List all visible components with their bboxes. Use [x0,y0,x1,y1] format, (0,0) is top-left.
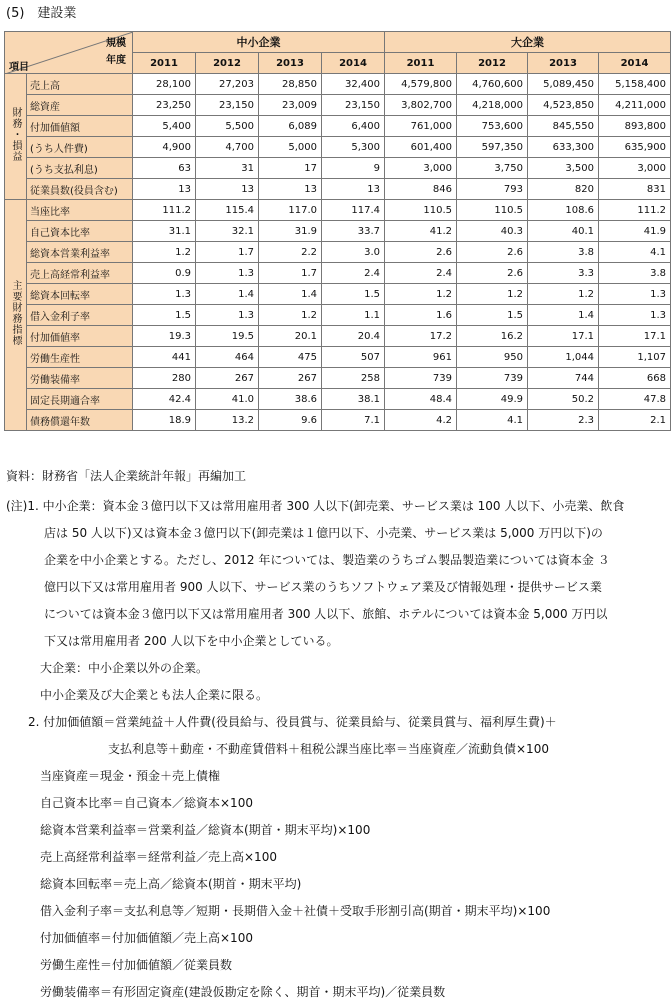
row-label: 売上高経常利益率 [27,263,133,284]
table-cell: 4,760,600 [457,74,528,95]
table-cell: 1.7 [259,263,322,284]
row-label: 労働装備率 [27,368,133,389]
table-cell: 893,800 [599,116,671,137]
table-cell: 40.1 [528,221,599,242]
table-row [5,263,671,284]
table-cell: 1.6 [385,305,457,326]
table-cell: 3,802,700 [385,95,457,116]
table-cell: 5,089,450 [528,74,599,95]
table-cell: 507 [322,347,385,368]
table-cell: 13 [322,179,385,200]
table-cell: 5,500 [196,116,259,137]
group-header-sme: 中小企業 [133,32,385,53]
table-cell: 1.2 [528,284,599,305]
table-cell: 2.6 [385,242,457,263]
table-cell: 115.4 [196,200,259,221]
table-cell: 108.6 [528,200,599,221]
table-cell: 41.2 [385,221,457,242]
note-line: 借入金利子率＝支払利息等／短期・長期借入金＋社債＋受取手形割引高(期首・期末平均)×100 [40,904,551,918]
table-cell: 1,107 [599,347,671,368]
table-cell: 441 [133,347,196,368]
table-cell: 33.7 [322,221,385,242]
table-cell: 6,400 [322,116,385,137]
table-cell: 635,900 [599,137,671,158]
table-cell: 23,150 [322,95,385,116]
table-cell: 1.5 [133,305,196,326]
table-cell: 2.2 [259,242,322,263]
table-cell: 1,044 [528,347,599,368]
table-cell: 5,000 [259,137,322,158]
table-row [5,74,671,95]
table-cell: 267 [259,368,322,389]
table-row [5,368,671,389]
table-cell: 597,350 [457,137,528,158]
row-label: 付加価値率 [27,326,133,347]
table-corner [5,32,133,74]
table-cell: 3,000 [599,158,671,179]
note-line: 下又は常用雇用者 200 人以下を中小企業としている。 [44,634,339,648]
table-cell: 1.1 [322,305,385,326]
table-row [5,326,671,347]
table-cell: 0.9 [133,263,196,284]
table-cell: 117.0 [259,200,322,221]
table-cell: 668 [599,368,671,389]
table-cell: 1.2 [457,284,528,305]
table-cell: 41.9 [599,221,671,242]
table-cell: 13 [259,179,322,200]
note-line: 自己資本比率＝自己資本／総資本×100 [40,796,253,810]
table-cell: 961 [385,347,457,368]
table-row [5,347,671,368]
table-cell: 5,158,400 [599,74,671,95]
table-cell: 27,203 [196,74,259,95]
table-cell: 50.2 [528,389,599,410]
year-header: 2012 [196,53,259,74]
table-cell: 846 [385,179,457,200]
table-cell: 1.2 [133,242,196,263]
table-cell: 280 [133,368,196,389]
table-cell: 111.2 [133,200,196,221]
table-cell: 7.1 [322,410,385,431]
table-cell: 2.4 [322,263,385,284]
table-cell: 4,579,800 [385,74,457,95]
table-cell: 1.7 [196,242,259,263]
table-cell: 1.3 [133,284,196,305]
table-cell: 23,009 [259,95,322,116]
table-row [5,200,671,221]
table-cell: 9 [322,158,385,179]
row-label: 債務償還年数 [27,410,133,431]
table-cell: 2.6 [457,242,528,263]
table-cell: 48.4 [385,389,457,410]
table-cell: 41.0 [196,389,259,410]
year-header: 2011 [133,53,196,74]
table-row [5,221,671,242]
row-label: 売上高 [27,74,133,95]
table-cell: 17.1 [528,326,599,347]
corner-scale-label: 規模 [106,38,126,49]
table-cell: 38.1 [322,389,385,410]
table-cell: 4,211,000 [599,95,671,116]
row-label: 付加価値額 [27,116,133,137]
year-header: 2014 [599,53,671,74]
section-label-text: 財務・損益 [10,107,21,162]
table-cell: 761,000 [385,116,457,137]
table-cell: 110.5 [457,200,528,221]
table-cell: 1.2 [259,305,322,326]
note-line: 中小企業及び大企業とも法人企業に限る。 [40,688,269,702]
row-label: 総資本回転率 [27,284,133,305]
year-header: 2013 [528,53,599,74]
note-line: 総資本営業利益率＝営業利益／総資本(期首・期末平均)×100 [40,823,371,837]
row-label: 総資本営業利益率 [27,242,133,263]
section-title: (5) 建設業 [6,6,77,21]
table-cell: 3.3 [528,263,599,284]
note-line: については資本金３億円以下又は常用雇用者 300 人以下、旅館、ホテルについては資本金 5,000 万円以 [44,607,608,621]
table-row [5,95,671,116]
table-cell: 739 [385,368,457,389]
table-cell: 1.3 [599,284,671,305]
table-cell: 753,600 [457,116,528,137]
table-cell: 3,750 [457,158,528,179]
table-cell: 1.3 [196,263,259,284]
row-label: 自己資本比率 [27,221,133,242]
table-cell: 16.2 [457,326,528,347]
table-cell: 267 [196,368,259,389]
note-line: 企業を中小企業とする。ただし、2012 年については、製造業のうちゴム製品製造業については資本金 ３ [44,553,610,567]
table-cell: 32,400 [322,74,385,95]
table-cell: 17.2 [385,326,457,347]
table-row [5,242,671,263]
row-label: (うち人件費) [27,137,133,158]
table-cell: 32.1 [196,221,259,242]
table-row [5,389,671,410]
table-cell: 3,500 [528,158,599,179]
table-cell: 31.1 [133,221,196,242]
table-cell: 42.4 [133,389,196,410]
table-cell: 2.1 [599,410,671,431]
note-line: 大企業：中小企業以外の企業。 [40,661,209,675]
table-cell: 49.9 [457,389,528,410]
note-line: 億円以下又は常用雇用者 900 人以下、サービス業のうちソフトウェア業及び情報処理・提供サービス業 [44,580,602,594]
table-cell: 831 [599,179,671,200]
table-cell: 1.4 [196,284,259,305]
table-cell: 47.8 [599,389,671,410]
table-cell: 475 [259,347,322,368]
table-cell: 4,218,000 [457,95,528,116]
table-cell: 13 [133,179,196,200]
table-cell: 4,523,850 [528,95,599,116]
table-cell: 2.4 [385,263,457,284]
row-label: 借入金利子率 [27,305,133,326]
table-cell: 4.1 [457,410,528,431]
table-cell: 601,400 [385,137,457,158]
table-cell: 28,100 [133,74,196,95]
table-cell: 1.3 [599,305,671,326]
source-note: 資料：財務省「法人企業統計年報」再編加工 [6,469,247,483]
table-cell: 19.5 [196,326,259,347]
table-cell: 20.1 [259,326,322,347]
year-header: 2012 [457,53,528,74]
table-cell: 40.3 [457,221,528,242]
year-header: 2011 [385,53,457,74]
table-cell: 117.4 [322,200,385,221]
corner-item-label: 項目 [9,62,29,73]
table-cell: 19.3 [133,326,196,347]
row-label: 総資産 [27,95,133,116]
table-cell: 3.0 [322,242,385,263]
table-cell: 3.8 [599,263,671,284]
note-line: 労働装備率＝有形固定資産(建設仮勘定を除く、期首・期末平均)／従業員数 [40,985,446,999]
row-label: 固定長期適合率 [27,389,133,410]
section-label [5,200,27,431]
table-cell: 3,000 [385,158,457,179]
row-label: 労働生産性 [27,347,133,368]
table-cell: 4,900 [133,137,196,158]
table-row [5,284,671,305]
table-cell: 1.5 [457,305,528,326]
row-label: 従業員数(役員含む) [27,179,133,200]
note-line: 店は 50 人以下)又は資本金３億円以下(卸売業は１億円以下、小売業、サービス業は 5,000 万円以下)の [44,526,603,540]
table-cell: 739 [457,368,528,389]
note-line: (注)1. 中小企業：資本金３億円以下又は常用雇用者 300 人以下(卸売業、サービス業は 100 人以下、小売業、飲食 [6,499,625,513]
table-cell: 4.2 [385,410,457,431]
table-cell: 3.8 [528,242,599,263]
table-cell: 1.4 [528,305,599,326]
table-cell: 17.1 [599,326,671,347]
table-cell: 23,250 [133,95,196,116]
note-line: 付加価値率＝付加価値額／売上高×100 [40,931,253,945]
table-cell: 1.2 [385,284,457,305]
table-cell: 31 [196,158,259,179]
corner-year-label: 年度 [106,55,126,66]
row-label: (うち支払利息) [27,158,133,179]
table-cell: 1.5 [322,284,385,305]
table-cell: 28,850 [259,74,322,95]
table-cell: 13.2 [196,410,259,431]
note-line: 当座資産＝現金・預金＋売上債権 [40,769,221,783]
section-label-text: 主要財務指標 [10,280,21,346]
table-cell: 4,700 [196,137,259,158]
table-row [5,137,671,158]
table-cell: 820 [528,179,599,200]
table-cell: 38.6 [259,389,322,410]
table-row [5,158,671,179]
table-cell: 63 [133,158,196,179]
table-row [5,116,671,137]
table-cell: 744 [528,368,599,389]
table-cell: 845,550 [528,116,599,137]
row-label: 当座比率 [27,200,133,221]
table-row [5,410,671,431]
table-cell: 4.1 [599,242,671,263]
table-row [5,179,671,200]
table-cell: 20.4 [322,326,385,347]
table-cell: 950 [457,347,528,368]
table-cell: 464 [196,347,259,368]
note-line: 総資本回転率＝売上高／総資本(期首・期末平均) [40,877,302,891]
year-header: 2014 [322,53,385,74]
section-label [5,74,27,200]
note-line: 2. 付加価値額＝営業純益＋人件費(役員給与、役員賞与、従業員給与、従業員賞与、福利厚生費)＋ [28,715,557,729]
table-cell: 13 [196,179,259,200]
table-cell: 5,300 [322,137,385,158]
table-cell: 258 [322,368,385,389]
table-cell: 6,089 [259,116,322,137]
table-cell: 9.6 [259,410,322,431]
table-cell: 5,400 [133,116,196,137]
table-cell: 31.9 [259,221,322,242]
table-cell: 110.5 [385,200,457,221]
table-cell: 18.9 [133,410,196,431]
table-cell: 111.2 [599,200,671,221]
note-line: 売上高経常利益率＝経常利益／売上高×100 [40,850,277,864]
table-cell: 793 [457,179,528,200]
year-header: 2013 [259,53,322,74]
table-cell: 1.4 [259,284,322,305]
note-line: 労働生産性＝付加価値額／従業員数 [40,958,233,972]
note-line: 支払利息等＋動産・不動産賃借料＋租税公課当座比率＝当座資産／流動負債×100 [108,742,549,756]
table-cell: 1.3 [196,305,259,326]
group-header-large: 大企業 [385,32,671,53]
table-cell: 2.3 [528,410,599,431]
table-cell: 633,300 [528,137,599,158]
table-cell: 23,150 [196,95,259,116]
table-cell: 2.6 [457,263,528,284]
financial-table [4,31,671,431]
table-cell: 17 [259,158,322,179]
table-row [5,305,671,326]
